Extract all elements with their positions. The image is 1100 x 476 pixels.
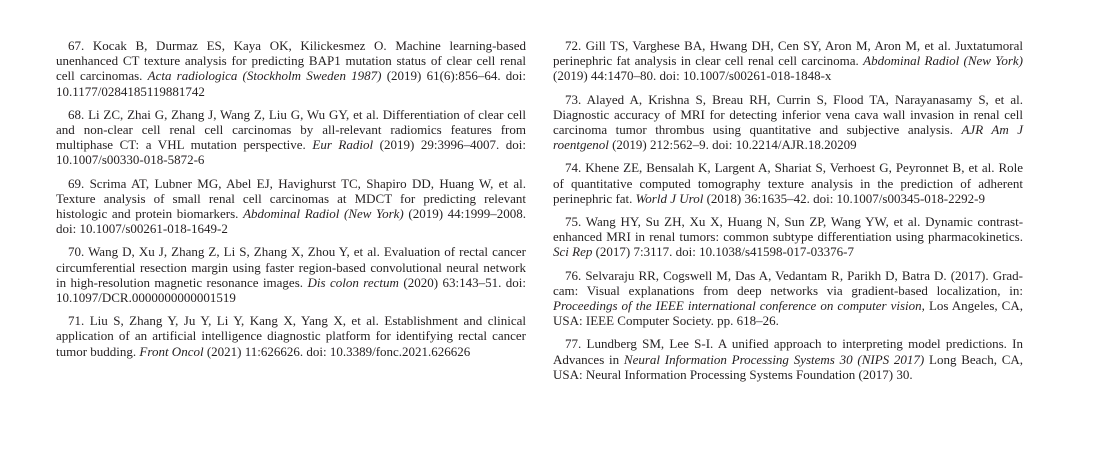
reference-details: (2021) 11:626626. doi: 10.3389/fonc.2021.626626 — [206, 343, 471, 359]
reference-column-left — [56, 38, 526, 367]
reference-authors: Wang D, Xu J, Zhang Z, Li S, Zhang X, Zhou Y, et al. — [88, 244, 380, 260]
reference-journal: Dis colon rectum — [307, 274, 399, 290]
reference-authors: Alayed A, Krishna S, Breau RH, Currin S, Flood TA, Narayanasamy S, et al. — [586, 91, 1023, 107]
reference-journal: World J Urol — [635, 190, 704, 206]
reference-number: 76. — [565, 267, 582, 283]
reference-authors: Li ZC, Zhai G, Zhang J, Wang Z, Liu G, Wu GY, et al. — [88, 106, 379, 122]
reference-authors: Wang HY, Su ZH, Xu X, Huang N, Sun ZP, Wang YW, et al. — [585, 214, 921, 230]
reference-details: Long Beach, CA, USA: Neural Information Processing Systems Foundation (2017) 30. — [553, 351, 1024, 382]
reference-authors: Kocak B, Durmaz ES, Kaya OK, Kilickesmez O. — [92, 38, 387, 53]
reference-title: Machine learning-based unenhanced CT texture analysis for predicting BAP1 mutation status of clear cell renal cell carcinomas. — [56, 38, 526, 84]
reference-item — [553, 92, 1023, 153]
reference-journal: Abdominal Radiol (New York) — [863, 53, 1024, 69]
reference-authors: Scrima AT, Lubner MG, Abel EJ, Havighurst TC, Shapiro DD, Huang W, et al. — [89, 175, 526, 191]
reference-details: (2019) 29:3996–4007. doi: 10.1007/s00330-018-5872-6 — [56, 137, 527, 168]
reference-details: (2019) 44:1470–80. doi: 10.1007/s00261-018-1848-x — [553, 68, 832, 84]
reference-authors: Khene ZE, Bensalah K, Largent A, Shariat S, Verhoest G, Peyronnet B, et al. — [585, 160, 995, 176]
reference-item — [553, 38, 1023, 84]
reference-journal: Acta radiologica (Stockholm Sweden 1987) — [147, 68, 382, 84]
reference-item — [56, 313, 526, 359]
reference-title: Establishment and clinical application of an artificial intelligence diagnostic platform for identifying rectal cancer tumor budding. — [56, 313, 527, 359]
reference-number: 67. — [68, 38, 85, 53]
reference-details: (2020) 63:143–51. doi: 10.1097/DCR.0000000000001519 — [56, 274, 527, 306]
reference-title: Differentiation of clear cell and non-clear cell renal cell carcinomas by all-relevant radiomics features from multiphase CT: a VHL mutation perspective. — [56, 106, 527, 153]
reference-number: 75. — [565, 214, 582, 230]
reference-item — [56, 244, 526, 305]
reference-details: (2018) 36:1635–42. doi: 10.1007/s00345-018-2292-9 — [706, 190, 985, 206]
reference-title: Role of quantitative computed tomography texture analysis in the prediction of adherent perinephric fat. — [553, 160, 1024, 206]
reference-title: Dynamic contrast-enhanced MRI in renal tumors: common subtype differentiation using pharmacokinetics. — [553, 214, 1024, 245]
reference-item — [56, 176, 526, 237]
reference-journal: AJR Am J roentgenol — [553, 122, 1024, 153]
reference-authors: Lundberg SM, Lee S-I. — [586, 336, 714, 352]
reference-column-right — [553, 38, 1023, 390]
reference-journal: Eur Radiol — [312, 137, 374, 153]
reference-authors: Liu S, Zhang Y, Ju Y, Li Y, Kang X, Yang X, et al. — [89, 313, 379, 329]
reference-journal: Sci Rep — [553, 244, 593, 260]
reference-number: 68. — [68, 106, 85, 122]
reference-details: (2019) 212:562–9. doi: 10.2214/AJR.18.20209 — [612, 137, 857, 153]
reference-number: 73. — [565, 91, 582, 107]
reference-title: Grad-cam: Visual explanations from deep networks via gradient-based localization, in: — [553, 267, 1024, 298]
reference-title: Diagnostic accuracy of MRI for detecting inferior vena cava wall invasion in renal cell carcinoma tumor thrombus using quantitative and subjective analysis. — [553, 106, 1023, 138]
reference-item — [553, 336, 1023, 382]
reference-journal: Neural Information Processing Systems 30 (NIPS 2017) — [623, 351, 925, 367]
reference-title: A unified approach to interpreting model predictions. In Advances in — [553, 336, 1023, 367]
reference-item — [553, 268, 1023, 329]
reference-details: Los Angeles, CA, USA: IEEE Computer Society. pp. 618–26. — [553, 298, 1023, 329]
reference-details: (2019) 61(6):856–64. doi: 10.1177/0284185119881742 — [56, 68, 527, 99]
reference-item — [553, 214, 1023, 260]
reference-number: 69. — [68, 175, 85, 191]
reference-title: Evaluation of rectal cancer circumferential resection margin using faster region-based convolutional neural network in high-resolution magnetic resonance images. — [56, 244, 527, 290]
reference-number: 74. — [565, 160, 582, 176]
reference-number: 72. — [565, 38, 582, 53]
reference-title: Juxtatumoral perinephric fat analysis in clear cell renal cell carcinoma. — [553, 38, 1024, 69]
reference-authors: Selvaraju RR, Cogswell M, Das A, Vedantam R, Parikh D, Batra D. (2017). — [585, 267, 989, 283]
reference-number: 77. — [565, 336, 582, 352]
reference-item — [56, 38, 526, 99]
reference-journal: Abdominal Radiol (New York) — [243, 206, 404, 222]
reference-authors: Gill TS, Varghese BA, Hwang DH, Cen SY, Aron M, Aron M, et al. — [585, 38, 951, 53]
reference-details: (2017) 7:3117. doi: 10.1038/s41598-017-03376-7 — [595, 244, 855, 260]
reference-number: 70. — [68, 244, 85, 260]
reference-item — [553, 160, 1023, 206]
reference-title: Texture analysis of small renal cell carcinomas at MDCT for predicting relevant histologic and protein biomarkers. — [56, 190, 526, 222]
reference-journal: Front Oncol — [139, 343, 204, 359]
reference-journal: Proceedings of the IEEE international conference on computer vision, — [553, 298, 925, 314]
reference-item — [56, 107, 526, 168]
reference-number: 71. — [68, 313, 85, 329]
reference-details: (2019) 44:1999–2008. doi: 10.1007/s00261-018-1649-2 — [56, 206, 527, 237]
